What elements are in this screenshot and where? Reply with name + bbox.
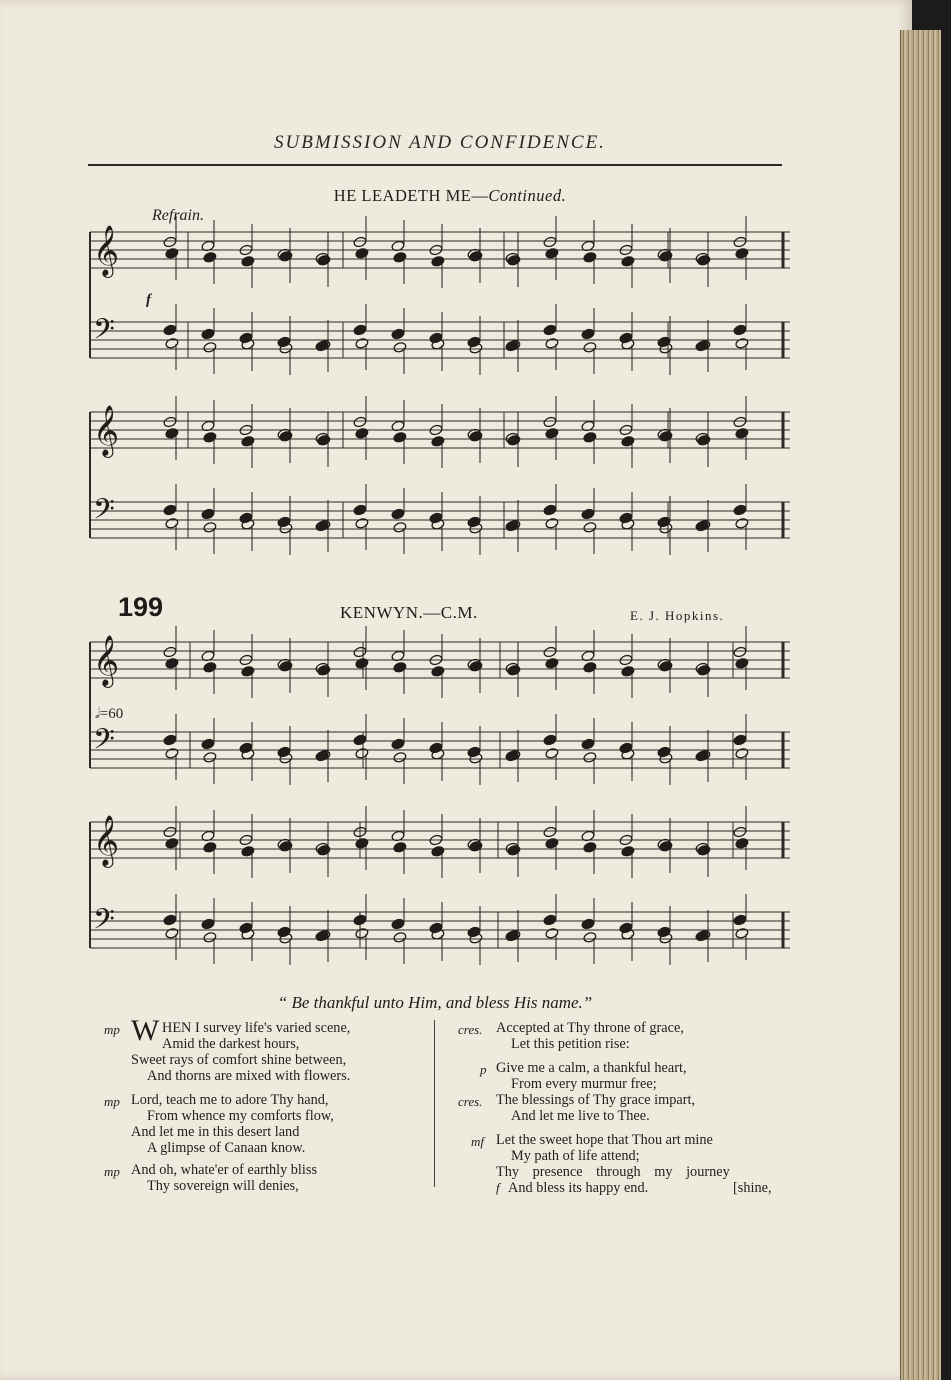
note-head	[733, 646, 747, 658]
dynamic-mark: mf	[471, 1134, 484, 1149]
note-head	[733, 504, 747, 516]
note-head	[429, 742, 443, 754]
note-head	[581, 738, 595, 750]
note-head	[735, 837, 749, 849]
note-head	[393, 931, 407, 943]
note-head	[355, 337, 369, 349]
note-head	[353, 914, 367, 926]
verse-line: Amid the darkest hours,	[162, 1036, 300, 1052]
dynamic-mark: mp	[104, 1164, 120, 1179]
note-head	[507, 434, 521, 446]
note-head	[545, 517, 559, 529]
note-head	[163, 826, 177, 838]
treble-clef: 𝄞	[93, 635, 120, 686]
verse-line: Accepted at Thy throne of grace,	[496, 1020, 684, 1036]
verse-line: And bless its happy end.	[508, 1180, 649, 1196]
verse-line: Give me a calm, a thankful heart,	[496, 1060, 687, 1076]
note-head	[469, 660, 483, 672]
note-head	[241, 255, 255, 267]
note-head	[543, 416, 557, 428]
note-head	[543, 914, 557, 926]
hymn-199-title: KENWYN.—C.M.	[340, 603, 478, 622]
note-head	[583, 661, 597, 673]
note-head	[241, 845, 255, 857]
note-head	[277, 926, 291, 938]
note-head	[239, 512, 253, 524]
note-head	[697, 434, 711, 446]
dynamic-mark: cres.	[458, 1022, 483, 1037]
note-head	[163, 324, 177, 336]
note-head	[583, 341, 597, 353]
hymn-198-title-continued: Continued.	[488, 186, 567, 205]
note-head	[203, 341, 217, 353]
note-head	[163, 914, 177, 926]
note-head	[657, 746, 671, 758]
note-head	[163, 734, 177, 746]
note-head	[545, 337, 559, 349]
note-head	[735, 747, 749, 759]
verse-line: And let me live to Thee.	[511, 1108, 650, 1124]
note-head	[165, 427, 179, 439]
note-head	[355, 517, 369, 529]
note-head	[239, 922, 253, 934]
note-head	[353, 646, 367, 658]
note-head	[657, 516, 671, 528]
note-head	[391, 738, 405, 750]
note-head	[583, 841, 597, 853]
note-head	[393, 341, 407, 353]
note-head	[163, 646, 177, 658]
dynamic-mark: cres.	[458, 1094, 483, 1109]
clef-glyphs	[93, 225, 119, 943]
dynamic-mark: f	[496, 1180, 500, 1195]
note-head	[581, 328, 595, 340]
verse-line: From every murmur free;	[511, 1076, 657, 1092]
note-head	[203, 661, 217, 673]
note-head	[621, 435, 635, 447]
note-head	[543, 504, 557, 516]
note-head	[355, 747, 369, 759]
note-head	[241, 435, 255, 447]
note-head	[583, 931, 597, 943]
note-head	[697, 664, 711, 676]
running-head: SUBMISSION AND CONFIDENCE.	[274, 132, 606, 153]
note-head	[429, 332, 443, 344]
note-head	[393, 431, 407, 443]
note-head	[583, 521, 597, 533]
note-head	[317, 664, 331, 676]
hymn-199-number: 199	[118, 592, 164, 622]
note-head	[163, 504, 177, 516]
note-head	[735, 657, 749, 669]
note-head	[543, 324, 557, 336]
column-divider	[434, 1020, 435, 1187]
note-head	[583, 431, 597, 443]
note-head	[583, 751, 597, 763]
note-head	[545, 747, 559, 759]
note-head	[279, 840, 293, 852]
verse-line: And thorns are mixed with flowers.	[147, 1068, 351, 1084]
note-head	[619, 512, 633, 524]
note-head	[239, 742, 253, 754]
bass-clef: 𝄢	[93, 903, 115, 943]
treble-clef: 𝄞	[93, 225, 120, 276]
note-head	[469, 250, 483, 262]
bass-clef: 𝄢	[93, 723, 115, 763]
note-head	[391, 328, 405, 340]
verse-line: Sweet rays of comfort shine between,	[131, 1052, 347, 1068]
note-head	[583, 251, 597, 263]
note-head	[619, 332, 633, 344]
note-head	[697, 254, 711, 266]
note-head	[355, 927, 369, 939]
verse-line: Let this petition rise:	[511, 1036, 630, 1052]
note-head	[317, 434, 331, 446]
note-head	[621, 255, 635, 267]
verse-line: Lord, teach me to adore Thy hand,	[131, 1092, 329, 1108]
note-head	[735, 247, 749, 259]
note-head	[165, 927, 179, 939]
note-head	[317, 254, 331, 266]
verse-line: HEN I survey life's varied scene,	[162, 1020, 351, 1036]
note-head	[543, 826, 557, 838]
note-head	[391, 508, 405, 520]
note-head	[203, 431, 217, 443]
verse-line: Thy presence through my journey	[496, 1164, 730, 1180]
verse-line: From whence my comforts flow,	[147, 1108, 334, 1124]
drop-cap: W	[131, 1014, 160, 1047]
note-head	[733, 324, 747, 336]
note-head	[657, 926, 671, 938]
note-head	[659, 250, 673, 262]
verse-line: And oh, whate'er of earthly bliss	[131, 1162, 318, 1178]
dynamic-forte: f	[146, 292, 151, 308]
note-head	[353, 416, 367, 428]
note-head	[545, 837, 559, 849]
note-head	[431, 255, 445, 267]
note-head	[659, 430, 673, 442]
epigraph: “ Be thankful unto Him, and bless His name.”	[277, 993, 593, 1012]
note-head	[201, 738, 215, 750]
note-head	[621, 665, 635, 677]
note-head	[317, 844, 331, 856]
verse-line: Let the sweet hope that Thou art mine	[496, 1132, 713, 1148]
note-head	[735, 517, 749, 529]
note-head	[621, 845, 635, 857]
dynamic-mark: mp	[104, 1094, 120, 1109]
note-head	[165, 247, 179, 259]
note-head	[393, 751, 407, 763]
note-head	[581, 918, 595, 930]
note-head	[241, 665, 255, 677]
note-head	[393, 661, 407, 673]
treble-clef: 𝄞	[93, 405, 120, 456]
tempo-marking: 𝅗𝅥=60	[95, 706, 124, 722]
note-head	[429, 512, 443, 524]
note-head	[619, 922, 633, 934]
note-head	[203, 251, 217, 263]
note-head	[355, 837, 369, 849]
note-head	[393, 841, 407, 853]
note-head	[657, 336, 671, 348]
note-head	[393, 251, 407, 263]
note-head	[543, 734, 557, 746]
note-head	[507, 664, 521, 676]
note-head	[391, 918, 405, 930]
note-head	[279, 430, 293, 442]
note-head	[467, 336, 481, 348]
note-head	[735, 427, 749, 439]
note-head	[545, 927, 559, 939]
hymn-198-title-main: HE LEADETH ME—	[333, 186, 489, 205]
verse-line: [shine,	[733, 1180, 772, 1196]
note-head	[279, 660, 293, 672]
note-head	[581, 508, 595, 520]
note-head	[469, 430, 483, 442]
note-head	[239, 332, 253, 344]
note-head	[507, 254, 521, 266]
note-head	[165, 837, 179, 849]
note-head	[203, 841, 217, 853]
note-head	[469, 840, 483, 852]
verse-line: My path of life attend;	[511, 1148, 640, 1164]
dynamic-mark: mp	[104, 1022, 120, 1037]
note-head	[201, 918, 215, 930]
note-head	[543, 646, 557, 658]
note-head	[735, 337, 749, 349]
hymn-199-composer: E. J. Hopkins.	[630, 608, 725, 623]
note-head	[431, 665, 445, 677]
note-head	[659, 840, 673, 852]
dynamic-mark: p	[480, 1062, 487, 1077]
note-head	[393, 521, 407, 533]
note-head	[165, 517, 179, 529]
note-head	[429, 922, 443, 934]
note-head	[163, 236, 177, 248]
note-head	[201, 328, 215, 340]
note-head	[697, 844, 711, 856]
note-head	[165, 337, 179, 349]
treble-clef: 𝄞	[93, 815, 120, 866]
note-head	[353, 236, 367, 248]
note-head	[431, 435, 445, 447]
note-head	[163, 416, 177, 428]
note-head	[201, 508, 215, 520]
note-head	[545, 657, 559, 669]
refrain-label: Refrain.	[152, 207, 204, 224]
note-head	[733, 416, 747, 428]
verse-line: A glimpse of Canaan know.	[147, 1140, 306, 1156]
note-head	[203, 751, 217, 763]
verse-line: The blessings of Thy grace impart,	[496, 1092, 696, 1108]
note-head	[733, 734, 747, 746]
note-head	[203, 931, 217, 943]
note-head	[355, 427, 369, 439]
note-head	[733, 914, 747, 926]
note-head	[165, 657, 179, 669]
verse-line: And let me in this desert land	[131, 1124, 300, 1140]
note-head	[431, 845, 445, 857]
bass-clef: 𝄢	[93, 493, 115, 533]
note-head	[733, 236, 747, 248]
note-head	[353, 734, 367, 746]
note-head	[659, 660, 673, 672]
note-head	[353, 324, 367, 336]
bass-clef: 𝄢	[93, 313, 115, 353]
note-head	[277, 746, 291, 758]
note-head	[735, 927, 749, 939]
note-head	[467, 926, 481, 938]
note-head	[279, 250, 293, 262]
note-head	[545, 247, 559, 259]
note-head	[203, 521, 217, 533]
note-head	[619, 742, 633, 754]
note-head	[507, 844, 521, 856]
note-head	[277, 336, 291, 348]
note-head	[165, 747, 179, 759]
note-head	[543, 236, 557, 248]
note-heads	[163, 216, 749, 965]
note-head	[733, 826, 747, 838]
note-head	[467, 516, 481, 528]
verse-line: Thy sovereign will denies,	[147, 1178, 299, 1194]
note-head	[277, 516, 291, 528]
note-head	[355, 657, 369, 669]
note-head	[355, 247, 369, 259]
note-head	[545, 427, 559, 439]
note-head	[467, 746, 481, 758]
note-head	[353, 504, 367, 516]
